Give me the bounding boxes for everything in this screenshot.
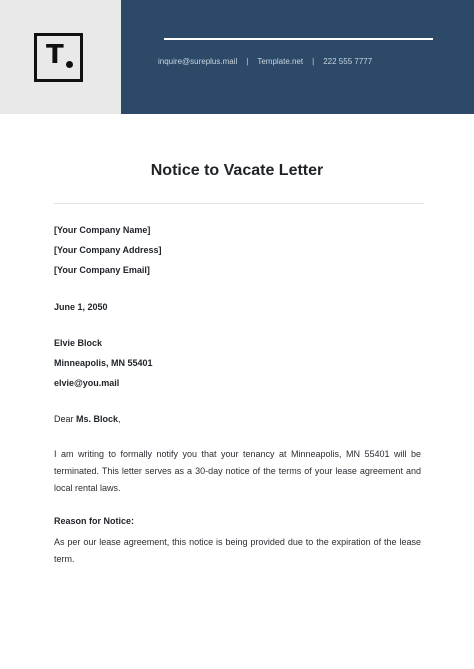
recipient-city: Minneapolis, MN 55401	[54, 358, 153, 368]
sender-company-address: [Your Company Address]	[54, 245, 162, 255]
salutation-suffix: ,	[118, 414, 121, 424]
salutation-name: Ms. Block	[76, 414, 119, 424]
reason-heading: Reason for Notice:	[54, 516, 135, 526]
contact-website: Template.net	[257, 57, 304, 66]
logo-dot-icon	[66, 61, 73, 68]
contact-email: inquire@sureplus.mail	[158, 57, 238, 66]
salutation-prefix: Dear	[54, 414, 77, 424]
logo-panel	[0, 0, 121, 114]
contact-separator: |	[312, 57, 315, 66]
logo-letter: T	[46, 40, 64, 70]
contact-phone: 222 555 7777	[323, 57, 373, 66]
banner-divider	[164, 38, 433, 40]
title-divider	[54, 203, 424, 204]
body-paragraph: I am writing to formally notify you that your tenancy at Minneapolis, MN 55401 will be terminated. This letter serves as a 30-day notice of the terms of your lease agreement and local rental laws.	[54, 449, 421, 493]
sender-company-name: [Your Company Name]	[54, 225, 151, 235]
header-banner	[121, 0, 474, 114]
sender-company-email: [Your Company Email]	[54, 265, 150, 275]
letter-date: June 1, 2050	[54, 302, 108, 312]
company-logo	[34, 33, 83, 82]
document-title: Notice to Vacate Letter	[150, 162, 324, 179]
recipient-name: Elvie Block	[54, 338, 103, 348]
recipient-email: elvie@you.mail	[54, 378, 120, 388]
contact-separator: |	[246, 57, 249, 66]
salutation	[54, 414, 121, 424]
reason-paragraph: As per our lease agreement, this notice is being provided due to the expiration of the lease term.	[54, 537, 421, 564]
contact-info	[158, 57, 372, 66]
letterhead	[0, 0, 474, 114]
